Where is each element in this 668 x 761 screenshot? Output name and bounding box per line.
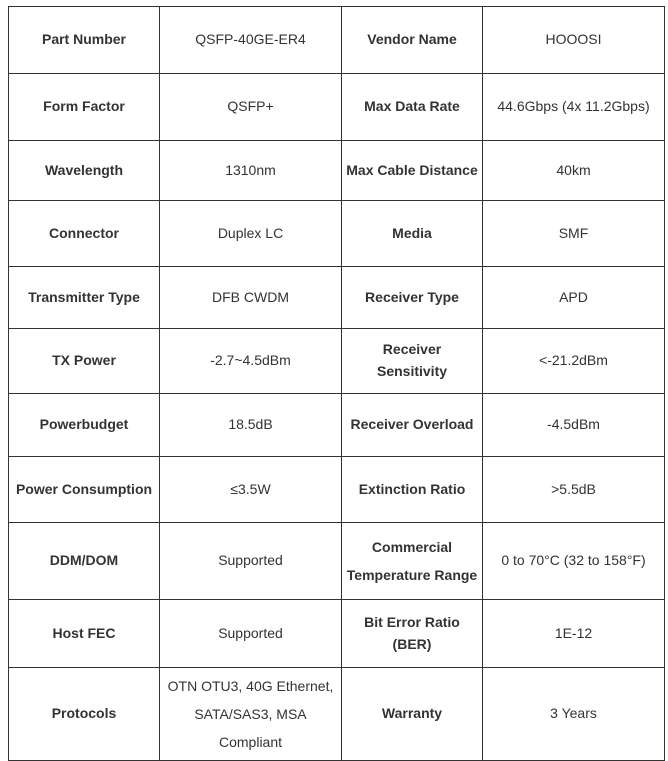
label-power-consumption: Power Consumption [9,457,160,523]
label-bit-error-ratio: Bit Error Ratio (BER) [342,600,483,668]
value-ddm-dom: Supported [160,523,342,600]
label-part-number: Part Number [9,7,160,74]
table-row [9,394,665,457]
value-receiver-sensitivity: <-21.2dBm [483,329,665,394]
value-form-factor: QSFP+ [160,74,342,141]
label-connector: Connector [9,201,160,267]
value-powerbudget: 18.5dB [160,394,342,457]
value-vendor-name: HOOOSI [483,7,665,74]
value-receiver-type: APD [483,267,665,329]
label-warranty: Warranty [342,668,483,761]
label-temperature-range: Commercial Temperature Range [342,523,483,600]
value-power-consumption: ≤3.5W [160,457,342,523]
value-wavelength: 1310nm [160,141,342,201]
value-host-fec: Supported [160,600,342,668]
label-max-cable-distance: Max Cable Distance [342,141,483,201]
label-transmitter-type: Transmitter Type [9,267,160,329]
spec-table [8,6,665,761]
value-bit-error-ratio: 1E-12 [483,600,665,668]
label-extinction-ratio: Extinction Ratio [342,457,483,523]
value-part-number: QSFP-40GE-ER4 [160,7,342,74]
table-row [9,457,665,523]
label-receiver-overload: Receiver Overload [342,394,483,457]
label-media: Media [342,201,483,267]
value-extinction-ratio: >5.5dB [483,457,665,523]
label-ddm-dom: DDM/DOM [9,523,160,600]
label-wavelength: Wavelength [9,141,160,201]
value-transmitter-type: DFB CWDM [160,267,342,329]
value-max-cable-distance: 40km [483,141,665,201]
table-row [9,201,665,267]
table-row [9,141,665,201]
value-temperature-range: 0 to 70°C (32 to 158°F) [483,523,665,600]
table-row [9,74,665,141]
label-max-data-rate: Max Data Rate [342,74,483,141]
label-form-factor: Form Factor [9,74,160,141]
value-protocols: OTN OTU3, 40G Ethernet, SATA/SAS3, MSA Compliant [160,668,342,761]
label-vendor-name: Vendor Name [342,7,483,74]
value-warranty: 3 Years [483,668,665,761]
table-row [9,329,665,394]
label-powerbudget: Powerbudget [9,394,160,457]
label-tx-power: TX Power [9,329,160,394]
table-row [9,600,665,668]
label-host-fec: Host FEC [9,600,160,668]
value-max-data-rate: 44.6Gbps (4x 11.2Gbps) [483,74,665,141]
table-row [9,7,665,74]
label-protocols: Protocols [9,668,160,761]
value-receiver-overload: -4.5dBm [483,394,665,457]
table-row [9,267,665,329]
value-tx-power: -2.7~4.5dBm [160,329,342,394]
label-receiver-sensitivity: Receiver Sensitivity [342,329,483,394]
value-connector: Duplex LC [160,201,342,267]
label-receiver-type: Receiver Type [342,267,483,329]
value-media: SMF [483,201,665,267]
table-row [9,523,665,600]
table-row [9,668,665,761]
